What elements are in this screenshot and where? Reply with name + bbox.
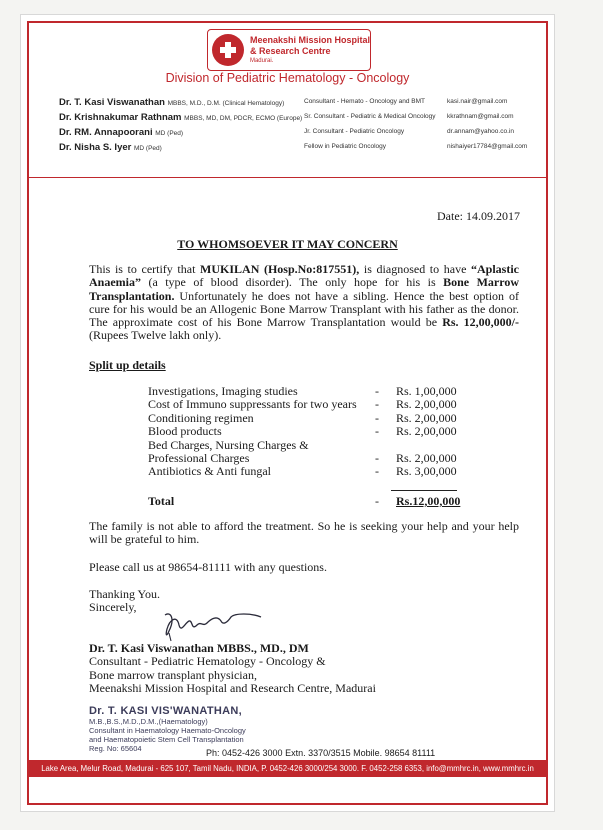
doctor-row: [59, 97, 539, 112]
patient-name: MUKILAN (Hosp.No:817551),: [200, 262, 360, 276]
doctor-role: Jr. Consultant - Pediatric Oncology: [304, 128, 405, 135]
cost-dash: -: [375, 410, 379, 425]
appeal-paragraph: The family is not able to afford the treatment. So he is seeking your help and your help will be grateful to him.: [89, 519, 519, 547]
text-run: (Rupees Twelve lakh only).: [89, 328, 222, 343]
cost-dash: -: [375, 384, 379, 398]
thanking-line: Thanking You.: [89, 587, 161, 601]
stamp-specialty-2: and Haematopoietic Stem Cell Transplantation: [89, 735, 244, 744]
cost-item: Bed Charges, Nursing Charges &: [148, 437, 309, 452]
stamp-phone: Ph: 0452-426 3000 Extn. 3370/3515 Mobile. 98654 81111: [206, 748, 436, 758]
doctor-email: kkrathnam@gmail.com: [447, 113, 514, 120]
contact-paragraph: Please call us at 98654-81111 with any questions.: [89, 560, 327, 574]
diagnosis: “Aplastic Anaemia”: [89, 262, 519, 290]
cost-row: [148, 464, 478, 477]
cost-item: Investigations, Imaging studies: [148, 384, 298, 398]
total-amount: Rs.12,00,000: [396, 494, 461, 508]
cost-dash: -: [375, 450, 379, 465]
signatory-block: [89, 642, 376, 695]
total-row: [148, 494, 478, 508]
cost-row: [148, 384, 478, 397]
cost-row: [148, 424, 478, 437]
hospital-city: Madurai.: [249, 58, 274, 64]
doctor-name: Dr. Nisha S. Iyer: [59, 142, 132, 153]
treatment: Bone Marrow Transplantation.: [89, 275, 520, 303]
signatory-specialty: Bone marrow transplant physician,: [89, 667, 257, 682]
cost-amount: Rs. 2,00,000: [396, 410, 457, 425]
doctor-email: nishaiyer17784@gmail.com: [447, 143, 528, 150]
hospital-name-line2: & Research Centre: [249, 46, 331, 56]
stamp-name: Dr. T. KASI VIS'WANATHAN,: [89, 705, 242, 717]
doctor-row: [59, 127, 539, 142]
hospital-name-line1: Meenakshi Mission Hospital: [249, 35, 370, 45]
stamp-specialty: Consultant in Haematology Haemato-Oncology: [89, 726, 246, 735]
signatory-title: Consultant - Pediatric Hematology - Oncology &: [89, 654, 326, 669]
stamp-reg-no: Reg. No: 65604: [89, 744, 142, 753]
total-rule: [391, 490, 457, 491]
signatory-name: Dr. T. Kasi Viswanathan MBBS., MD., DM: [89, 641, 309, 655]
total-dash: -: [375, 494, 379, 508]
text-run: is diagnosed to have: [359, 262, 471, 276]
letter-page: [20, 14, 555, 812]
header-divider: [27, 177, 548, 178]
cost-item: Blood products: [148, 424, 222, 439]
doctor-credentials: MBBS, MD, DM, PDCR, ECMO (Europe): [184, 115, 303, 122]
total-label: Total: [148, 494, 175, 508]
doctor-role: Sr. Consultant - Pediatric & Medical Oncology: [304, 113, 436, 120]
cost-amount: Rs. 2,00,000: [396, 424, 457, 439]
doctor-email: kasi.nair@gmail.com: [447, 98, 508, 105]
cost-amount: Rs. 1,00,000: [396, 384, 457, 398]
cost-amount: Rs. 2,00,000: [396, 450, 457, 465]
doctor-row: [59, 112, 539, 127]
cost-amount: Rs. 2,00,000: [396, 397, 457, 412]
doctor-role: Fellow in Pediatric Oncology: [304, 143, 387, 150]
cost-item: Conditioning regimen: [148, 410, 254, 425]
doctor-stamp: [89, 705, 246, 753]
letter-heading: TO WHOMSOEVER IT MAY CONCERN: [177, 237, 398, 251]
cost-dash: -: [375, 397, 379, 412]
division-title: Division of Pediatric Hematology - Oncology: [165, 71, 410, 85]
text-run: This is to certify that: [89, 262, 201, 276]
cross-emblem-icon: [212, 34, 244, 66]
text-run: Unfortunately he does not have a sibling. Hence the best option of cure for his would be an Allogenic Bone Marrow Transplant with his father as the donor. The approximate cost of his Bone Marrow Transplantation would be: [89, 288, 519, 330]
cost-item: Antibiotics & Anti fungal: [148, 464, 271, 479]
footer-address-bar: Lake Area, Melur Road, Madurai - 625 107, Tamil Nadu, INDIA, P. 0452-426 3000/254 3000. F. 0452-258 6353, info@mmhrc.in, www.mmhrc.in: [27, 760, 548, 777]
cost-item: Professional Charges: [148, 450, 250, 465]
approximate-cost: Rs. 12,00,000/-: [442, 315, 519, 330]
cost-breakdown-table: [148, 384, 478, 508]
split-up-title: Split up details: [89, 358, 166, 372]
closing: [89, 588, 160, 615]
cost-row: [148, 397, 478, 410]
hospital-logo: [207, 29, 371, 71]
doctor-credentials: MD (Ped): [133, 145, 162, 152]
doctor-role: Consultant - Hemato - Oncology and BMT: [304, 98, 426, 105]
sincerely-line: Sincerely,: [89, 600, 137, 615]
cost-item: Cost of Immuno suppressants for two years: [148, 397, 357, 412]
doctor-credentials: MBBS, M.D., D.M. (Clinical Hematology): [167, 100, 285, 107]
doctor-list: [59, 97, 539, 157]
cost-row: [148, 451, 478, 464]
certification-paragraph: [89, 263, 519, 343]
cost-dash: -: [375, 464, 379, 479]
signatory-institution: Meenakshi Mission Hospital and Research Centre, Madurai: [89, 680, 376, 695]
doctor-credentials: MD (Ped): [155, 130, 184, 137]
letter-date: Date: 14.09.2017: [437, 209, 520, 223]
doctor-email: dr.annam@yahoo.co.in: [447, 128, 514, 135]
stamp-degree: M.B.,B.S.,M.D.,D.M.,(Haematology): [89, 717, 208, 726]
text-run: (a type of blood disorder). The only hope for his is: [141, 275, 444, 290]
doctor-name: Dr. T. Kasi Viswanathan: [59, 97, 165, 108]
cost-amount: Rs. 3,00,000: [396, 464, 457, 479]
cost-row: [148, 438, 478, 451]
cost-dash: -: [375, 424, 379, 439]
doctor-row: [59, 142, 539, 157]
doctor-name: Dr. RM. Annapoorani: [59, 127, 153, 138]
doctor-name: Dr. Krishnakumar Rathnam: [59, 112, 182, 123]
cost-row: [148, 411, 478, 424]
